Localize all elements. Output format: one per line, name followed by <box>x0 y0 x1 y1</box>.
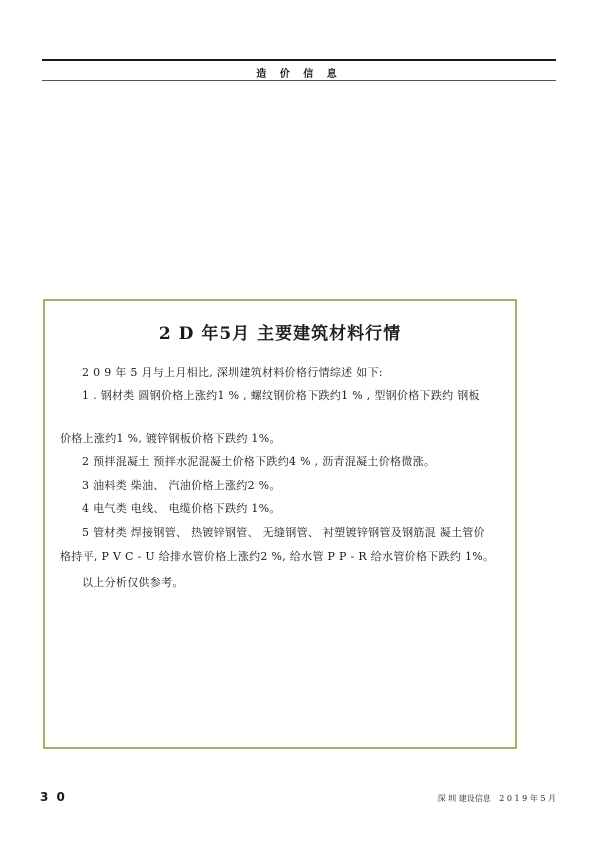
header-top-rule <box>42 59 556 61</box>
article-title: 2 D 年5月 主要建筑材料行情 <box>158 324 402 344</box>
concrete-item: 2 预拌混凝土 预拌水泥混凝土价格下跌约4 % , 沥青混凝土价格微涨。 <box>82 455 436 468</box>
footer-date: 2 0 1 9 年 5 月 <box>499 794 556 803</box>
footer-journal: 深 圳 建设信息 <box>437 794 491 803</box>
electrical-item: 4 电气类 电线、 电缆价格下跌约 1%。 <box>82 502 281 515</box>
pipe-item-line-2: 格持平, P V C - U 给排水管价格上涨约2 %, 给水管 P P - R 给水管价格下跌约 1%。 <box>60 550 495 563</box>
header-bottom-rule <box>42 80 556 81</box>
article-intro: 2 0 9 年 5 月与上月相比, 深圳建筑材料价格行情综述 如下: <box>82 366 383 379</box>
steel-item-line-1: 1 . 钢材类 圆钢价格上涨约1 % , 螺纹钢价格下跌约1 % , 型钢价格下跌约 钢板 <box>82 389 480 402</box>
fuel-item: 3 油料类 柴油、 汽油价格上涨约2 %。 <box>82 479 281 492</box>
section-header-title: 造 价 信 息 <box>256 69 342 80</box>
footer-info <box>432 793 556 804</box>
pipe-item-line-1: 5 管材类 焊接钢管、 热镀锌钢管、 无缝钢管、 衬塑镀锌钢管及钢筋混 凝土管价 <box>82 526 485 539</box>
steel-item-line-2: 价格上涨约1 %, 镀锌钢板价格下跌约 1%。 <box>60 432 281 445</box>
page-number: 3 0 <box>40 790 67 804</box>
article-closing: 以上分析仅供参考。 <box>82 576 184 589</box>
